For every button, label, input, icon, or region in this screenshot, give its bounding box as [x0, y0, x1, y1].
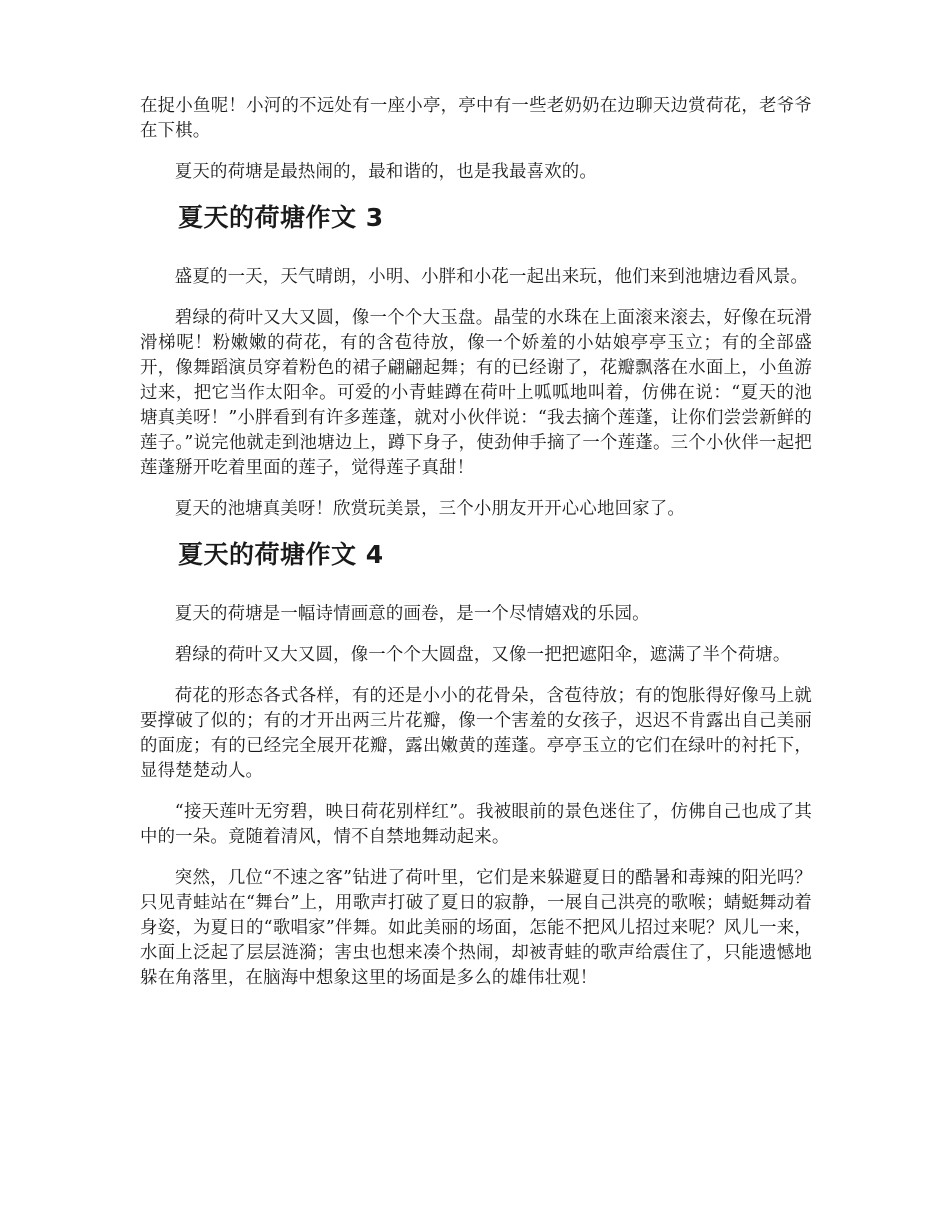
document-page [140, 94, 812, 1007]
paragraph: 盛夏的一天，天气晴朗，小明、小胖和小花一起出来玩，他们来到池塘边看风景。 [174, 267, 809, 287]
paragraph: 碧绿的荷叶又大又圆，像一个个大圆盘，又像一把把遮阳伞，遮满了半个荷塘。 [174, 645, 791, 665]
paragraph: 突然，几位“不速之客”钻进了荷叶里，它们是来躲避夏日的酷暑和毒辣的阳光吗？只见青蛙站在“舞台”上，用歌声打破了夏日的寂静，一展自己洪亮的歌喉；蜻蜓舞动着身姿，为夏日的“歌唱家”伴舞。如此美丽的场面，怎能不把风儿招过来呢？风儿一来，水面上泛起了层层涟漪；害虫也想来凑个热闹，却被青蛙的歌声给震住了，只能遗憾地躲在角落里，在脑海中想象这里的场面是多么的雄伟壮观！ [140, 868, 812, 988]
paragraph: 夏天的池塘真美呀！欣赏玩美景，三个小朋友开开心心地回家了。 [174, 499, 685, 519]
paragraph: 碧绿的荷叶又大又圆，像一个个大玉盘。晶莹的水珠在上面滚来滚去，好像在玩滑滑梯呢！粉嫩嫩的荷花，有的含苞待放，像一个娇羞的小姑娘亭亭玉立；有的全部盛开，像舞蹈演员穿着粉色的裙子翩翩起舞；有的已经谢了，花瓣飘落在水面上，小鱼游过来，把它当作太阳伞。可爱的小青蛙蹲在荷叶上呱呱地叫着，仿佛在说：“夏天的池塘真美呀！”小胖看到有许多莲蓬，就对小伙伴说：“我去摘个莲蓬，让你们尝尝新鲜的莲子。”说完他就走到池塘边上，蹲下身子，使劲伸手摘了一个莲蓬。三个小伙伴一起把莲蓬掰开吃着里面的莲子，觉得莲子真甜！ [140, 308, 812, 478]
section-heading: 夏天的荷塘作文 4 [178, 540, 384, 569]
paragraph: “接天莲叶无穷碧，映日荷花别样红”。我被眼前的景色迷住了，仿佛自己也成了其中的一朵。竟随着清风，情不自禁地舞动起来。 [140, 802, 812, 847]
paragraph: 在捉小鱼呢！小河的不远处有一座小亭，亭中有一些老奶奶在边聊天边赏荷花，老爷爷在下棋。 [140, 96, 812, 141]
section-heading: 夏天的荷塘作文 3 [178, 203, 384, 232]
paragraph: 夏天的荷塘是最热闹的，最和谐的，也是我最喜欢的。 [174, 162, 597, 182]
paragraph: 荷花的形态各式各样，有的还是小小的花骨朵，含苞待放；有的饱胀得好像马上就要撑破了似的；有的才开出两三片花瓣，像一个害羞的女孩子，迟迟不肯露出自己美丽的面庞；有的已经完全展开花瓣，露出嫩黄的莲蓬。亭亭玉立的它们在绿叶的衬托下，显得楚楚动人。 [140, 686, 812, 781]
paragraph: 夏天的荷塘是一幅诗情画意的画卷，是一个尽情嬉戏的乐园。 [174, 604, 650, 624]
